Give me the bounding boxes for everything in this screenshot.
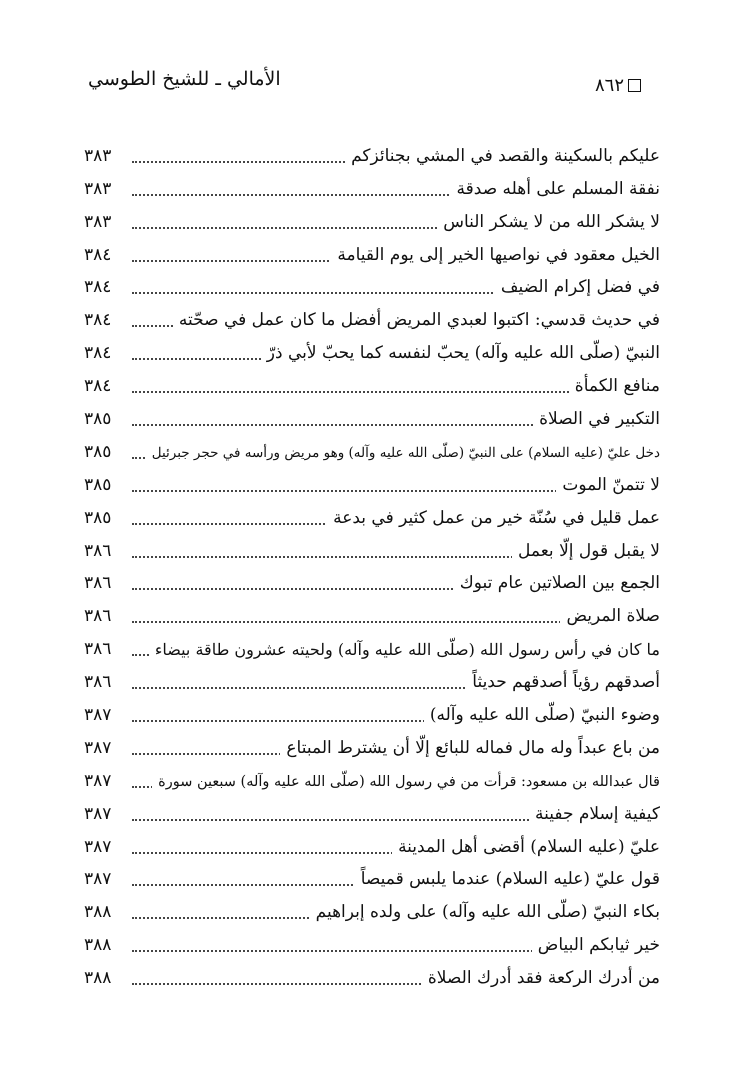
entry-title: قول عليّ (عليه السلام) عندما يلبس قميصاً <box>355 871 660 888</box>
toc-entry <box>84 500 660 533</box>
entry-title: عليكم بالسكينة والقصد في المشي بجنائزكم <box>345 148 660 165</box>
toc-entry <box>84 862 660 895</box>
entry-title: دخل عليّ (عليه السلام) على النبيّ (صلّى الله عليه وآله) وهو مريض ورأسه في حجر جبرئيل <box>146 447 660 461</box>
entry-page: ٣٨٣ <box>84 148 124 165</box>
entry-page: ٣٨٦ <box>84 674 124 691</box>
toc-entry <box>84 796 660 829</box>
toc-entry <box>84 927 660 960</box>
entry-page: ٣٨٨ <box>84 937 124 954</box>
page-header <box>0 58 750 108</box>
entry-title: نفقة المسلم على أهله صدقة <box>451 181 660 198</box>
toc-entry <box>84 467 660 500</box>
toc-entry <box>84 763 660 796</box>
entry-title: بكاء النبيّ (صلّى الله عليه وآله) على ولده إبراهيم <box>310 904 660 921</box>
page-number: ٨٦٢ <box>595 74 625 96</box>
entry-title: خير ثيابكم البياض <box>532 937 660 954</box>
square-icon <box>628 79 641 92</box>
entry-title: لا تتمنّ الموت <box>556 477 660 494</box>
toc-entry <box>84 664 660 697</box>
entry-title: أصدقهم رؤياً أصدقهم حديثاً <box>466 674 660 691</box>
toc-entry <box>84 434 660 467</box>
entry-page: ٣٨٤ <box>84 279 124 296</box>
toc-entry <box>84 302 660 335</box>
toc-entry <box>84 566 660 599</box>
entry-page: ٣٨٧ <box>84 806 124 823</box>
entry-title: كيفية إسلام جفينة <box>529 806 660 823</box>
toc-entry <box>84 631 660 664</box>
toc-entry <box>84 533 660 566</box>
entry-page: ٣٨٧ <box>84 871 124 888</box>
entry-page: ٣٨٣ <box>84 181 124 198</box>
entry-title: عمل قليل في سُنّة خير من عمل كثير في بدعة <box>327 510 660 527</box>
entry-page: ٣٨٤ <box>84 378 124 395</box>
toc-entry <box>84 829 660 862</box>
entry-title: من أدرك الركعة فقد أدرك الصلاة <box>422 970 660 987</box>
entry-page: ٣٨٧ <box>84 839 124 856</box>
toc-entry <box>84 401 660 434</box>
entry-title: في فضل إكرام الضيف <box>495 279 660 296</box>
entry-title: منافع الكمأة <box>569 378 660 395</box>
entry-page: ٣٨٦ <box>84 543 124 560</box>
toc-entry <box>84 270 660 303</box>
entry-title: قال عبدالله بن مسعود: قرأت من في رسول الله (صلّى الله عليه وآله) سبعين سورة <box>152 775 660 790</box>
entry-page: ٣٨٧ <box>84 773 124 790</box>
toc-entry <box>84 598 660 631</box>
entry-page: ٣٨٥ <box>84 510 124 527</box>
entry-page: ٣٨٤ <box>84 312 124 329</box>
entry-page: ٣٨٥ <box>84 444 124 461</box>
toc-entry <box>84 894 660 927</box>
entry-title: من باع عبداً وله مال فماله للبائع إلّا أن يشترط المبتاع <box>280 740 660 757</box>
entry-title: ما كان في رأس رسول الله (صلّى الله عليه وآله) ولحيته عشرون طاقة بيضاء <box>149 642 660 658</box>
entry-page: ٣٨٨ <box>84 904 124 921</box>
entry-title: عليّ (عليه السلام) أقضى أهل المدينة <box>392 839 660 856</box>
entry-page: ٣٨٥ <box>84 411 124 428</box>
toc-entry <box>84 368 660 401</box>
entry-title: في حديث قدسي: اكتبوا لعبدي المريض أفضل ما كان عمل في صحّته <box>173 312 660 329</box>
entry-title: الجمع بين الصلاتين عام تبوك <box>454 575 660 592</box>
entry-page: ٣٨٥ <box>84 477 124 494</box>
entry-title: التكبير في الصلاة <box>533 411 660 428</box>
toc-entry <box>84 237 660 270</box>
entry-title: لا يشكر الله من لا يشكر الناس <box>437 214 660 231</box>
toc-entry <box>84 171 660 204</box>
entry-title: الخيل معقود في نواصيها الخير إلى يوم القيامة <box>331 247 660 264</box>
toc-entry <box>84 335 660 368</box>
entry-page: ٣٨٤ <box>84 247 124 264</box>
toc-entry <box>84 204 660 237</box>
entry-page: ٣٨٧ <box>84 707 124 724</box>
entry-page: ٣٨٧ <box>84 740 124 757</box>
table-of-contents <box>84 138 660 993</box>
entry-title: لا يقبل قول إلّا بعمل <box>512 543 660 560</box>
toc-entry <box>84 138 660 171</box>
toc-entry <box>84 960 660 993</box>
entry-title: النبيّ (صلّى الله عليه وآله) يحبّ لنفسه كما يحبّ لأبي ذرّ <box>261 345 660 362</box>
entry-page: ٣٨٦ <box>84 575 124 592</box>
running-title: الأمالي ـ للشيخ الطوسي <box>88 68 281 90</box>
entry-page: ٣٨٤ <box>84 345 124 362</box>
entry-page: ٣٨٦ <box>84 641 124 658</box>
entry-title: صلاة المريض <box>560 608 660 625</box>
page-number-block <box>595 74 655 96</box>
entry-page: ٣٨٣ <box>84 214 124 231</box>
entry-page: ٣٨٨ <box>84 970 124 987</box>
entry-page: ٣٨٦ <box>84 608 124 625</box>
toc-entry <box>84 730 660 763</box>
toc-entry <box>84 697 660 730</box>
entry-title: وضوء النبيّ (صلّى الله عليه وآله) <box>424 707 660 724</box>
